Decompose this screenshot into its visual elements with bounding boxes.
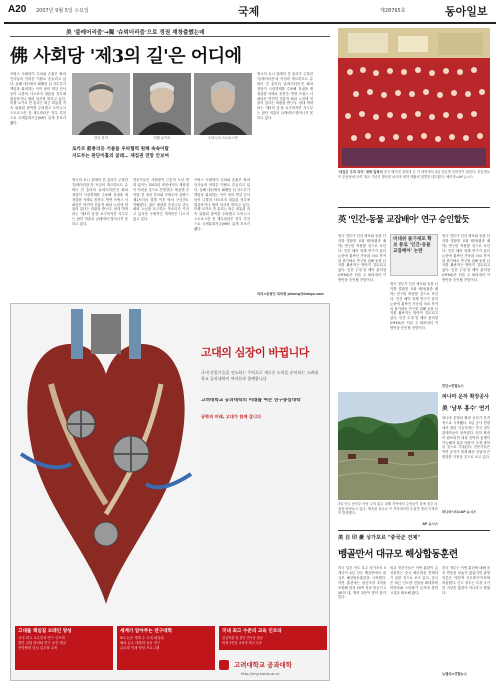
page-number: A20 xyxy=(8,4,27,15)
mid-right-col3: 영국 정부가 인간 세포와 동물 난자를 결합한 교잡 배아(잡종 배아) 연구를 허용할 것으로 보인다. 인간 배아 복제 연구가 윤리 논란에 휩싸인 가운데 치료 목적의 줄기세포 연구를 위해 동물 난자를 활용하는 방안이 검토되고 있다. 인간 수정 및 배아 관리청(HFEA)은 다음 주 회의에서 이 방안을 승인할 전망이다. xyxy=(442,234,490,283)
mid-right-col1: 영국 정부가 인간 세포와 동물 난자를 결합한 교잡 배아(잡종 배아) 연구를 허용할 것으로 보인다. 인간 배아 복제 연구가 윤리 논란에 휩싸인 가운데 치료 목적의 줄기세포 연구를 위해 동물 난자를 활용하는 방안이 검토되고 있다. 인간 수정 및 배아 관리청(HFEA)은 다음 주 회의에서 이 방안을 승인할 전망이다. xyxy=(338,234,386,283)
top-body-col4: 프랑스 사회당이 우파와 손잡은 좌파 인사들의 잇따른 이탈로 흔들리고 있다. 올해 대선에서 패배한 뒤 지도부가 책임을 회피하는 사이 당의 핵심 인사들이 니콜라 사르코지 대통령 정부에 합류하거나 협력 의사를 밝히고 있다. 미셸 로카르 전 총리는 최근 대통령 직속 위원회 참여를 수락했고 도미니크 스트로스칸 전 재무장관은 정부 추천으로 국제통화기금(IMF) 총재 후보가 됐다. xyxy=(194,178,250,232)
section-title: 국제 xyxy=(238,5,260,18)
photo-caption-text: 중국 베이징 칭화대 등 각 대학에서 4일 신입생 입학식이 열렸다. 신입생들이 운동장에 모여 개교 기념식 행사를 치르며 대학 생활의 첫발을 내디뎠다. xyxy=(338,170,490,179)
mid-right-byline: 런던=연합뉴스 xyxy=(442,384,464,388)
bottom-byline: 뉴델리=연합뉴스 xyxy=(442,672,468,676)
ad-box-1-line: 산학협력 중심 실무형 교육 xyxy=(18,646,58,650)
photo-caption-3: 도미니크 스트로스칸 xyxy=(208,136,238,140)
flood-byline: 파나마시티=AP 뉴시스 xyxy=(442,510,477,514)
top-body-col2: 영국의 토니 블레어 전 총리가 주창한 '블레어리즘'과 독일의 게르하르트 슈뢰더 전 총리의 '슈뢰더리즘'은 좌파 정당이 시장경제를 수용해 정권을 재창출한 사례로 꼽힌다. 반면 프랑스 사회당은 여전히 전통적 좌파 노선에 머물러 있다는 비판을 받는다. 당내 개혁파는 '제3의 길'을 요구하지만 지도부는 판단 미흡의 굴레에서 벗어나지 못하고 있다. xyxy=(72,178,128,227)
flood-caption: 3일 인도 동북부 아삼 주의 홍수 피해 지역에서 주민들이 물에 잠긴 마을을 바라보고 있다. 계속된 폭우로 이 지역에서만 수십만 명의 이재민이 발생했다. xyxy=(338,502,438,516)
bottom-col1: 미국 일본 인도 호주 싱가포르 5개국이 4일 인도 벵골만에서 대규모 해상합동훈련을 시작했다. 이번 훈련에는 항공모함 3척을 포함해 함정 20여 척과 항공기 150여 대, 병력 2만여 명이 참가한다. xyxy=(338,566,386,600)
mid-right-rule xyxy=(338,207,490,208)
ad-box-2-line: 해외 유수 대학과 공동 연구 xyxy=(120,641,161,645)
issue-date: 2007년 9월 5일 수요일 xyxy=(36,8,89,14)
ad-box-1-lines xyxy=(15,636,113,651)
page-header xyxy=(0,0,500,22)
ad-url[interactable]: http://eng.korea.ac.kr xyxy=(241,672,280,676)
ad-box-2-line: 글로벌 인재 양성 프로그램 xyxy=(120,646,160,650)
ad-box-1[interactable] xyxy=(15,626,113,670)
top-body-col1: 프랑스 사회당이 우파와 손잡은 좌파 인사들의 잇따른 이탈로 흔들리고 있다. 올해 대선에서 패배한 뒤 지도부가 책임을 회피하는 사이 당의 핵심 인사들이 니콜라 사르코지 대통령 정부에 합류하거나 협력 의사를 밝히고 있다. 미셸 로카르 전 총리는 최근 대통령 직속 위원회 참여를 수락했고 도미니크 스트로스칸 전 재무장관은 정부 추천으로 국제통화기금(IMF) 총재 후보가 됐다. xyxy=(10,72,66,126)
top-subhead-1: 로카르 前총리등 거물들 우파협력 원해 속속이탈 xyxy=(72,147,169,152)
ad-box-2-line: SCI 논문 게재 수 국내 최상위 xyxy=(120,636,164,640)
issue-number: 제28765호 xyxy=(380,8,406,14)
advertisement[interactable] xyxy=(10,303,330,681)
ad-box-3-lines xyxy=(219,636,327,645)
header-rule xyxy=(4,22,496,24)
flood-kicker: 파나마 운하 확장공사 xyxy=(442,394,489,400)
mid-right-headline: 英 '인간-동물 교잡배아' 연구 승인할듯 xyxy=(338,214,469,224)
ad-box-3-title: 국내 최고 수준의 교육 인프라 xyxy=(222,629,282,634)
bottom-col3: 중국 정부는 이번 훈련에 대해 공식 반응을 내놓지 않았지만 관영 언론은 '냉전적 사고방식'이라며 비판했다. 인도 정부는 특정 국가를 겨냥한 훈련이 아니라고 밝혔다. xyxy=(442,566,490,595)
university-emblem-icon xyxy=(219,660,229,670)
photo-caption-block xyxy=(338,170,490,200)
ad-box-1-line: 첨단 실험 장비와 연구 공간 제공 xyxy=(18,641,66,645)
ad-box-1-title: 고대를 책임질 브레인 양성 xyxy=(18,629,72,634)
ad-box-3-line: 신공학관 및 첨단 연구동 완공 xyxy=(222,636,264,640)
photo-source: 베이징=AP 뉴시스 xyxy=(446,174,474,179)
newspaper-logo: 동아일보 xyxy=(445,5,488,18)
top-body-col5: 영국의 토니 블레어 전 총리가 주창한 '블레어리즘'과 독일의 게르하르트 슈뢰더 전 총리의 '슈뢰더리즘'은 좌파 정당이 시장경제를 수용해 정권을 재창출한 사례로 꼽힌다. 반면 프랑스 사회당은 여전히 전통적 좌파 노선에 머물러 있다는 비판을 받는다. 당내 개혁파는 '제3의 길'을 요구하지만 지도부는 판단 미흡의 굴레에서 벗어나지 못하고 있다. xyxy=(257,72,313,121)
bottom-rule xyxy=(338,530,490,531)
photo-portrait-3 xyxy=(194,73,252,135)
top-subheads xyxy=(72,146,252,174)
ad-box-3[interactable] xyxy=(219,626,327,650)
flood-photo xyxy=(338,392,438,500)
ad-body: 국내 산업기술을 선도하는 주역으로 새로운 도약을 준비하는 고려대학교 공과대학이 여러분과 함께합니다 xyxy=(201,370,319,381)
mid-right-box: 비대위 줄기세포 확보 통로 '인간-동물 교잡배아' 논란 xyxy=(390,234,438,276)
flood-source: AP 뉴시스 xyxy=(422,522,438,526)
ad-headline: 고대의 심장이 바뀝니다 xyxy=(201,346,309,359)
photo-caption-1: 앙리 자가 xyxy=(94,136,108,140)
top-body-col3: 전문가들은 사회당이 근본적 노선 변화 없이는 2012년 대선에서도 재집권이 어려울 것으로 전망한다. 세골렌 루아얄 전 대선 후보와 프랑수아 올랑드 제1서기의 결별 이후 당의 구심점도 약해졌다. 젊은 세대를 중심으로 중도 좌파 노선을 요구하는 목소리가 커지고 있지만 구체적인 개혁안은 나오지 않고 있다. xyxy=(133,178,189,222)
mid-right-col2: 영국 정부가 인간 세포와 동물 난자를 결합한 교잡 배아(잡종 배아) 연구를 허용할 것으로 보인다. 인간 배아 복제 연구가 윤리 논란에 휩싸인 가운데 치료 목적의 줄기세포 연구를 위해 동물 난자를 활용하는 방안이 검토되고 있다. 인간 수정 및 배아 관리청(HFEA)은 다음 주 회의에서 이 방안을 승인할 전망이다. xyxy=(390,282,438,331)
photo-portrait-2 xyxy=(133,73,191,135)
university-ceremony-photo xyxy=(338,28,490,168)
bottom-kicker: 美 日 印 豪 싱가포르 "중국군 견제" xyxy=(338,535,421,541)
ad-box-2[interactable] xyxy=(117,626,215,670)
top-kicker-bar xyxy=(10,27,330,37)
ad-box-3-line: 학생 1인당 교육비 최고 수준 xyxy=(222,640,262,645)
top-headline: 佛 사회당 '제3의 길'은 어디에 xyxy=(10,46,242,64)
top-subhead-2: 지도부는 판단미흡의 굴레… 재집권 전망 안보여 xyxy=(72,154,169,159)
photo-caption-2: 미셸 로카르 xyxy=(153,136,171,140)
heart-illustration xyxy=(11,304,201,624)
flood-headline: 美 ‘남부 홍수’ 연기 xyxy=(442,406,490,412)
ad-logo-area[interactable] xyxy=(219,654,327,670)
flood-body: 파나마 운하의 확장 공사가 본격적으로 시작됐다. 3일 공사 현장에서 열린 기공식에는 각국 정부 관계자들이 참석했다. 운하 확장이 완료되면 대형 선박의 통행이 가능해져 물류 비용이 크게 줄어들 것으로 기대된다. 전문가들은 이번 공사가 세계 해운 산업에 큰 변화를 가져올 것으로 보고 있다. xyxy=(442,416,490,460)
ad-highlight: 고려대학교 공과대학의 미래를 여는 연구중심대학 xyxy=(201,398,301,403)
bottom-headline: 벵골만서 대규모 해상합동훈련 xyxy=(338,549,458,560)
ad-box-2-lines xyxy=(117,636,215,651)
photo-caption-title: '내일은 우리 차지' 대학 입학식 xyxy=(338,170,383,174)
top-kicker: 美 '블레어리즘'→獨 '슈뢰더리즘'으로 정권 재창출했는데 xyxy=(66,30,205,36)
bottom-col2: 외교 전문가들은 이번 훈련이 급성장하는 중국 해군력을 견제하기 위한 것으로 보고 있다. 중국은 최근 인도양 진출을 확대하며 미얀마와 스리랑카 등지에 항만 시설을 확보해 왔다. xyxy=(390,566,438,595)
top-byline: 파리=송평인 특파원 pisong@donga.com xyxy=(257,292,324,296)
ad-logo: 고려대학교 공과대학 xyxy=(234,661,292,669)
photo-portrait-1 xyxy=(72,73,130,135)
ad-box-2-title: 세계가 알아주는 연구대학 xyxy=(120,629,173,634)
ad-sub: 공학의 미래, 고대가 함께 갑니다 xyxy=(201,414,262,419)
ad-box-1-line: 국내 최고 교수진과 연구 인프라 xyxy=(18,636,65,640)
